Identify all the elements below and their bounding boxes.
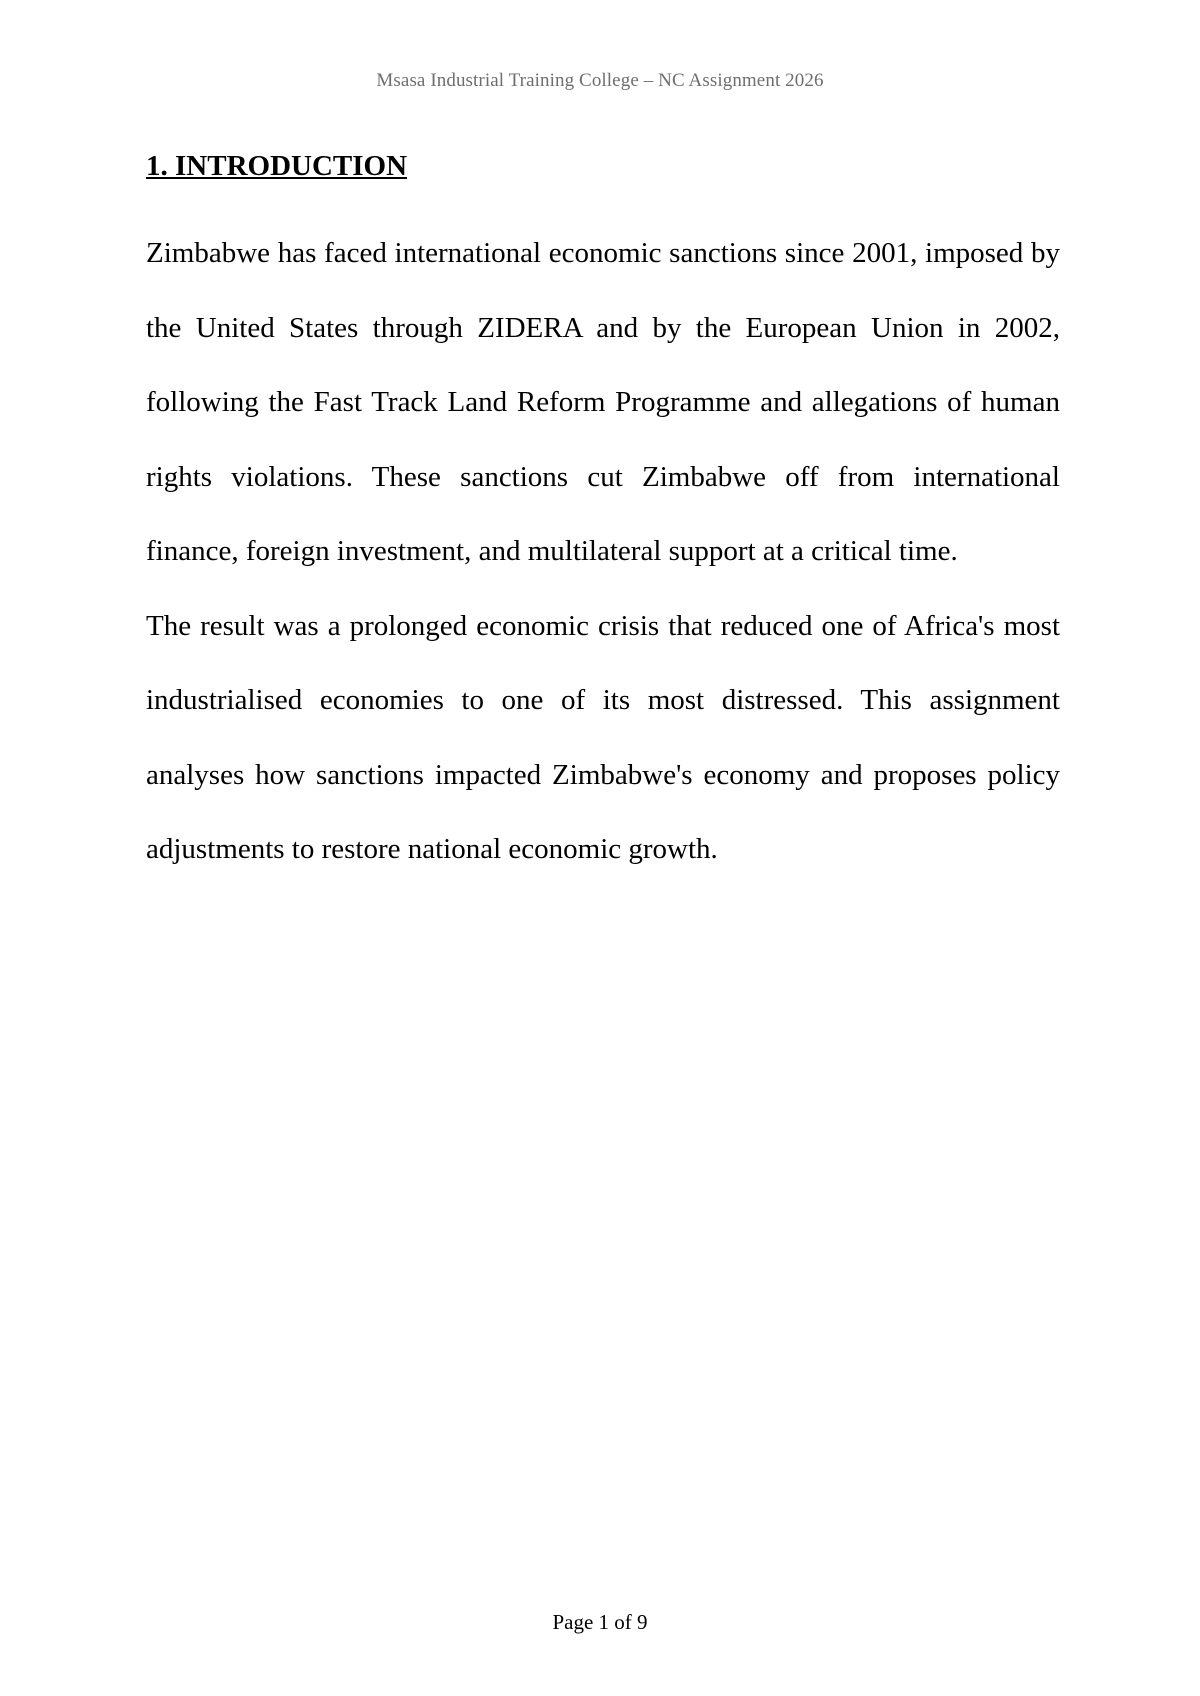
body-paragraph: Zimbabwe has faced international economic sanctions since 2001, imposed by the United States through ZIDERA and by the European Union in 2002, following the Fast Track Land Reform Programme and allegations of human rights violations. These sanctions cut Zimbabwe off from international finance, foreign investment, and multilateral support at a critical time. [146, 237, 1060, 567]
document-body [146, 146, 1060, 887]
page-number: Page 1 of 9 [552, 1610, 648, 1634]
section-heading: 1. INTRODUCTION [146, 150, 408, 182]
body-paragraph: The result was a prolonged economic crisis that reduced one of Africa's most industrialised economies to one of its most distressed. This assignment analyses how sanctions impacted Zimbabwe's economy and proposes policy adjustments to restore national economic growth. [146, 609, 1060, 865]
running-header: Msasa Industrial Training College – NC Assignment 2026 [376, 70, 824, 91]
